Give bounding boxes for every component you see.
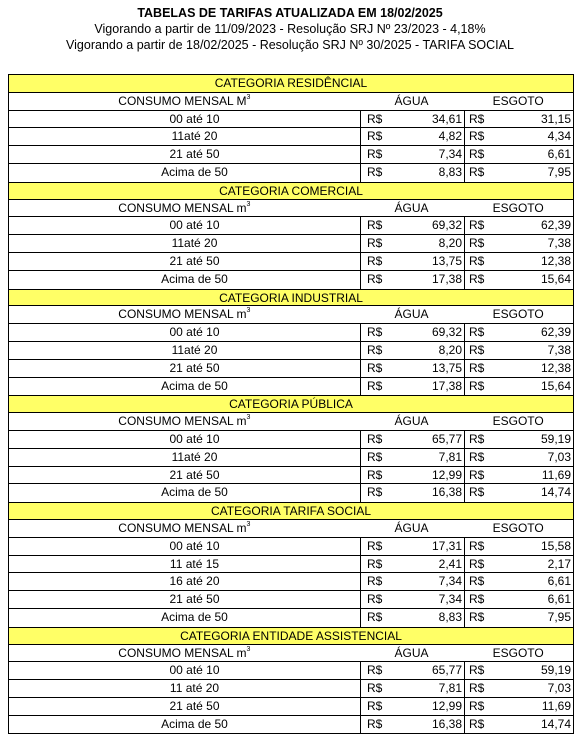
esgoto-value: 15,64 [540,378,571,393]
agua-currency: R$ [367,538,383,553]
agua-value: 8,20 [391,235,465,252]
esgoto-value: 15,58 [540,538,571,553]
consumo-header [9,645,360,662]
agua-currency: R$ [367,431,383,446]
esgoto-currency: R$ [469,271,485,286]
agua-header: ÁGUA [394,200,429,215]
category-name: CATEGORIA RESIDÊNCIAL [214,76,368,90]
subtitle-line-1: Vigorando a partir de 11/09/2023 - Resolução SRJ Nº 23/2023 - 4,18% [94,22,486,36]
faixa-cell: 00 até 10 [9,217,361,234]
table-row [9,164,573,182]
esgoto-value: 12,38 [540,360,571,375]
category-name: CATEGORIA COMERCIAL [219,183,363,198]
table-row [9,716,573,734]
agua-currency: R$ [367,111,383,126]
agua-value: 13,75 [391,253,465,270]
esgoto-header: ESGOTO [492,414,544,429]
esgoto-currency: R$ [469,716,485,731]
esgoto-value: 31,15 [540,111,571,126]
esgoto-value: 62,39 [540,218,571,233]
faixa-cell: Acima de 50 [9,609,361,627]
esgoto-header: ESGOTO [492,93,544,108]
esgoto-currency: R$ [469,681,485,696]
table-row [9,662,573,680]
faixa-cell: Acima de 50 [9,716,361,734]
faixa-cell: 00 até 10 [9,431,361,448]
esgoto-currency: R$ [469,360,485,375]
table-row [9,342,573,360]
consumo-header [9,93,360,110]
agua-currency: R$ [367,592,383,607]
agua-currency: R$ [367,663,383,678]
agua-value: 4,82 [391,128,465,145]
esgoto-header: ESGOTO [492,520,544,535]
consumo-label: CONSUMO MENSAL m [118,520,247,535]
consumo-label: CONSUMO MENSAL m [118,200,247,215]
table-row [9,235,573,253]
esgoto-value: 6,61 [547,574,571,589]
esgoto-header: ESGOTO [492,200,544,215]
consumo-header [9,306,360,323]
column-header-row [9,306,573,324]
agua-value: 2,41 [391,556,465,573]
table-row [9,538,573,556]
faixa-cell: Acima de 50 [9,378,361,396]
agua-currency: R$ [367,378,383,393]
esgoto-value: 12,38 [540,253,571,268]
faixa-cell: 21 até 50 [9,360,361,377]
esgoto-currency: R$ [469,111,485,126]
agua-currency: R$ [367,147,383,162]
agua-value: 12,99 [391,467,465,484]
column-header-row [9,93,573,111]
category-header [9,502,573,520]
agua-value: 16,38 [391,716,465,734]
agua-value: 16,38 [391,484,465,502]
faixa-cell: 21 até 50 [9,591,361,608]
table-row [9,324,573,342]
agua-currency: R$ [367,236,383,251]
esgoto-value: 7,03 [547,449,571,464]
category-header [9,627,573,645]
faixa-cell: 16 até 20 [9,573,361,590]
consumo-label: CONSUMO MENSAL M [118,93,247,108]
agua-value: 7,81 [391,449,465,466]
agua-currency: R$ [367,129,383,144]
faixa-cell: 11 até 15 [9,556,361,573]
table-row [9,698,573,716]
esgoto-value: 11,69 [541,698,571,713]
consumo-label: CONSUMO MENSAL m [118,307,247,322]
esgoto-value: 7,95 [547,164,571,179]
category-header [9,289,573,307]
esgoto-currency: R$ [469,609,485,624]
esgoto-currency: R$ [469,556,485,571]
esgoto-value: 14,74 [540,716,571,731]
faixa-cell: Acima de 50 [9,271,361,289]
agua-header: ÁGUA [394,414,429,429]
table-row [9,111,573,129]
esgoto-currency: R$ [469,236,485,251]
esgoto-currency: R$ [469,592,485,607]
esgoto-currency: R$ [469,698,485,713]
esgoto-currency: R$ [469,129,485,144]
faixa-cell: 00 até 10 [9,324,361,341]
agua-currency: R$ [367,164,383,179]
agua-value: 17,38 [391,378,465,396]
agua-currency: R$ [367,681,383,696]
table-row [9,217,573,235]
cubic-superscript: 3 [246,307,251,315]
table-row [9,146,573,164]
table-row [9,378,573,396]
esgoto-currency: R$ [469,449,485,464]
esgoto-value: 11,69 [541,467,571,482]
table-row [9,591,573,609]
esgoto-value: 62,39 [540,325,571,340]
esgoto-value: 7,38 [547,342,571,357]
category-header [9,182,573,200]
agua-currency: R$ [367,342,383,357]
table-row [9,253,573,271]
esgoto-value: 4,34 [547,129,571,144]
cubic-superscript: 3 [246,414,251,422]
agua-value: 12,99 [391,698,465,715]
esgoto-currency: R$ [469,431,485,446]
esgoto-value: 2,17 [547,556,571,571]
agua-header: ÁGUA [394,645,429,660]
table-row [9,467,573,485]
table-row [9,449,573,467]
page-title: TABELAS DE TARIFAS ATUALIZADA EM 18/02/2025 [137,6,443,20]
agua-value: 7,34 [391,146,465,163]
agua-currency: R$ [367,698,383,713]
category-name: CATEGORIA PÚBLICA [229,397,353,412]
faixa-cell: Acima de 50 [9,164,361,182]
agua-currency: R$ [367,253,383,268]
esgoto-currency: R$ [469,663,485,678]
agua-value: 8,83 [391,164,465,182]
column-header-row [9,520,573,538]
esgoto-value: 7,03 [547,681,571,696]
faixa-cell: 21 até 50 [9,698,361,715]
agua-value: 69,32 [391,324,465,341]
esgoto-currency: R$ [469,342,485,357]
agua-currency: R$ [367,556,383,571]
agua-value: 8,20 [391,342,465,359]
esgoto-currency: R$ [469,325,485,340]
category-name: CATEGORIA INDUSTRIAL [219,290,363,305]
agua-currency: R$ [367,485,383,500]
esgoto-value: 7,38 [547,236,571,251]
faixa-cell: 21 até 50 [9,253,361,270]
faixa-cell: 11até 20 [9,342,361,359]
consumo-header [9,413,360,430]
page-header [0,0,580,53]
agua-header: ÁGUA [394,520,429,535]
category-header [9,395,573,413]
agua-currency: R$ [367,271,383,286]
agua-currency: R$ [367,467,383,482]
cubic-superscript: 3 [246,200,251,208]
category-name: CATEGORIA ENTIDADE ASSISTENCIAL [180,628,402,643]
esgoto-value: 7,95 [547,609,571,624]
agua-currency: R$ [367,609,383,624]
agua-value: 34,61 [391,111,465,128]
agua-value: 17,38 [391,271,465,289]
esgoto-currency: R$ [469,253,485,268]
faixa-cell: 00 até 10 [9,111,361,128]
table-row [9,556,573,574]
agua-currency: R$ [367,325,383,340]
consumo-header [9,200,360,217]
esgoto-currency: R$ [469,467,485,482]
faixa-cell: 00 até 10 [9,662,361,679]
table-row [9,573,573,591]
esgoto-value: 59,19 [540,663,571,678]
category-header [9,75,573,93]
agua-currency: R$ [367,574,383,589]
agua-value: 65,77 [391,431,465,448]
cubic-superscript: 3 [246,93,251,101]
faixa-cell: 11até 20 [9,449,361,466]
table-row [9,360,573,378]
faixa-cell: Acima de 50 [9,484,361,502]
column-header-row [9,200,573,218]
cubic-superscript: 3 [246,520,251,528]
faixa-cell: 21 até 50 [9,467,361,484]
esgoto-currency: R$ [469,378,485,393]
consumo-header [9,520,360,537]
agua-value: 17,31 [391,538,465,555]
faixa-cell: 00 até 10 [9,538,361,555]
tariff-table [8,74,574,734]
consumo-label: CONSUMO MENSAL m [118,414,247,429]
agua-value: 69,32 [391,217,465,234]
faixa-cell: 11até 20 [9,235,361,252]
table-row [9,484,573,502]
esgoto-value: 6,61 [547,147,571,162]
agua-value: 8,83 [391,609,465,627]
esgoto-header: ESGOTO [492,307,544,322]
table-row [9,271,573,289]
faixa-cell: 11até 20 [9,128,361,145]
esgoto-currency: R$ [469,147,485,162]
category-name: CATEGORIA TARIFA SOCIAL [210,504,372,519]
faixa-cell: 21 até 50 [9,146,361,163]
agua-value: 7,34 [391,573,465,590]
cubic-superscript: 3 [246,645,251,653]
esgoto-header: ESGOTO [492,645,544,660]
esgoto-value: 6,61 [547,592,571,607]
agua-currency: R$ [367,360,383,375]
agua-value: 7,81 [391,680,465,697]
column-header-row [9,413,573,431]
agua-header: ÁGUA [394,307,429,322]
agua-currency: R$ [367,218,383,233]
agua-value: 7,34 [391,591,465,608]
table-row [9,431,573,449]
esgoto-value: 59,19 [540,431,571,446]
consumo-label: CONSUMO MENSAL m [118,645,247,660]
agua-value: 13,75 [391,360,465,377]
table-row [9,609,573,627]
agua-currency: R$ [367,716,383,731]
agua-currency: R$ [367,449,383,464]
subtitle-line-2: Vigorando a partir de 18/02/2025 - Resolução SRJ Nº 30/2025 - TARIFA SOCIAL [66,38,514,52]
esgoto-currency: R$ [469,574,485,589]
esgoto-currency: R$ [469,485,485,500]
esgoto-currency: R$ [469,538,485,553]
esgoto-value: 14,74 [540,485,571,500]
faixa-cell: 11 até 20 [9,680,361,697]
esgoto-currency: R$ [469,164,485,179]
esgoto-currency: R$ [469,218,485,233]
agua-header: ÁGUA [394,93,429,108]
agua-value: 65,77 [391,662,465,679]
esgoto-value: 15,64 [540,271,571,286]
column-header-row [9,645,573,663]
table-row [9,680,573,698]
table-row [9,128,573,146]
